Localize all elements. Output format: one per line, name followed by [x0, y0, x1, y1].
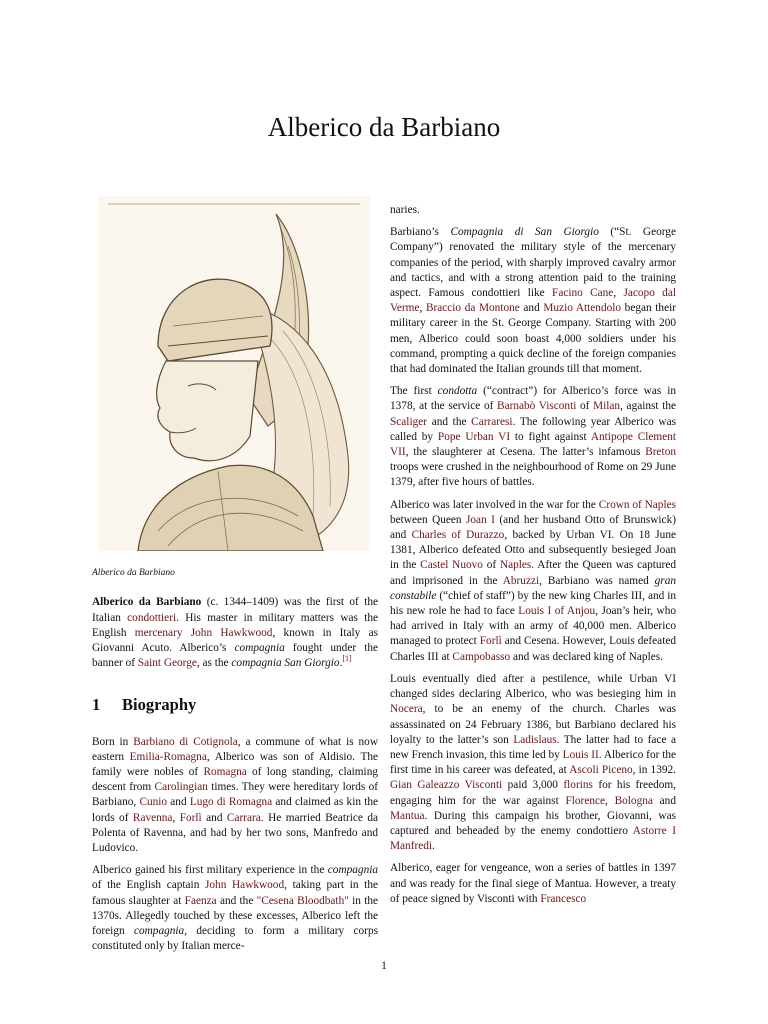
- text-run: , backed by Urban VI. On 18 June 1381, Alberico defeated Otto and subsequently besieged Joan in the: [390, 529, 676, 572]
- text-run: . The latter had to face a new French invasion, this time led by: [390, 733, 676, 761]
- text-run: Barbiano’s: [390, 226, 451, 239]
- wiki-link[interactable]: Ascoli Piceno: [569, 764, 633, 777]
- text-run: , taking part in the famous slaughter at: [92, 879, 378, 907]
- text-run: ,: [613, 287, 624, 300]
- wiki-link[interactable]: Abruzzi: [502, 574, 540, 587]
- text-run: Louis eventually died after a pestilence, while Urban VI changed sides declaring Alberico, who was besieging him in: [390, 672, 676, 701]
- wiki-link[interactable]: condottieri: [127, 611, 177, 624]
- text-run: between Queen: [390, 513, 467, 526]
- text-run: fought under the banner of: [92, 642, 378, 670]
- wiki-link[interactable]: Lugo di Romagna: [189, 796, 273, 809]
- wiki-link[interactable]: florins: [563, 779, 593, 792]
- text-run: and claimed as kin the lords of: [92, 796, 378, 824]
- wiki-link[interactable]: Breton: [645, 446, 676, 459]
- wiki-link[interactable]: Emilia-Romagna: [129, 750, 207, 763]
- wiki-link[interactable]: Naples: [499, 559, 532, 572]
- wiki-link[interactable]: Barbiano di Cotignola: [133, 735, 238, 748]
- wiki-link[interactable]: Facino Cane: [552, 287, 614, 300]
- wiki-link[interactable]: Barnabò Visconti: [497, 400, 577, 413]
- text-run: ,: [605, 794, 615, 807]
- bold-text: Alberico da Barbiano: [92, 596, 202, 609]
- wiki-link[interactable]: Louis I of Anjou: [518, 605, 596, 618]
- wiki-link[interactable]: Gian Galeazzo Visconti: [390, 779, 503, 792]
- text-run: , Alberico was son of Aldisio. The family were nobles of: [92, 750, 379, 779]
- wiki-link[interactable]: John Hawkwood: [190, 626, 273, 639]
- text-run: paid 3,000: [502, 779, 564, 792]
- wiki-link[interactable]: Ravenna: [132, 811, 173, 824]
- section-title: Biography: [122, 695, 197, 715]
- text-run: (and her husband Otto of Brunswick) and: [390, 513, 676, 542]
- wiki-link[interactable]: Faenza: [184, 894, 217, 907]
- text-run: . His master in military matters was the English: [92, 611, 378, 639]
- wiki-link[interactable]: Carolingian: [154, 781, 208, 794]
- wiki-link[interactable]: Campobasso: [452, 650, 511, 663]
- text-run: to fight against: [510, 430, 591, 443]
- text-run: and: [652, 794, 676, 807]
- text-run: (“contract”) for Alberico’s force was in 1378, at the service of: [390, 385, 676, 413]
- wiki-link[interactable]: Antipope Clement VII: [390, 430, 676, 459]
- text-run: (c. 1344–1409) was the first of the Italian: [92, 596, 378, 624]
- wiki-link[interactable]: Romagna: [203, 766, 247, 779]
- wiki-link[interactable]: Crown of Naples: [598, 498, 676, 511]
- text-run: , a commune of what is now eastern: [92, 735, 378, 763]
- text-run: of the English captain: [92, 879, 206, 892]
- biography-left-text: [92, 735, 378, 955]
- italic-text: condotta: [437, 385, 478, 398]
- paragraph: [390, 384, 676, 490]
- text-run: Alberico gained his first military experience in the: [92, 864, 328, 877]
- italic-text: gran constabile: [390, 574, 676, 602]
- text-run: [182, 627, 190, 639]
- text-run: for his freedom, engaging him for the war against: [390, 779, 676, 807]
- text-run: Alberico was later involved in the war for the: [390, 498, 599, 511]
- italic-text: compagnia: [327, 864, 378, 877]
- wiki-link[interactable]: Bologna: [614, 794, 653, 807]
- wiki-link[interactable]: Pope Urban VI: [437, 430, 511, 443]
- text-run: and was declared king of Naples.: [510, 650, 663, 663]
- text-run: of long standing, claiming descent from: [92, 766, 378, 794]
- wiki-link[interactable]: Milan: [593, 400, 621, 413]
- text-run: and the: [427, 415, 472, 428]
- text-run: and: [167, 796, 190, 809]
- paragraph: [92, 863, 378, 954]
- wiki-link[interactable]: Astorre I Manfredi: [390, 824, 676, 853]
- text-run: and the: [216, 894, 257, 907]
- text-run: of: [576, 400, 594, 413]
- text-run: , in 1392.: [632, 764, 676, 777]
- text-run: , the slaughterer at Cesena. The latter’s infamous: [405, 446, 646, 459]
- wiki-link[interactable]: Muzio Attendolo: [543, 302, 622, 315]
- wiki-link[interactable]: Charles of Durazzo: [411, 529, 505, 542]
- text-run: ,: [172, 811, 180, 824]
- wiki-link[interactable]: mercenary: [134, 626, 183, 639]
- text-run: , against the: [620, 400, 677, 413]
- wiki-link[interactable]: Forlì: [479, 635, 502, 648]
- portrait-icon: [98, 196, 370, 551]
- italic-text: compagnia San Giorgio: [231, 657, 340, 670]
- italic-text: Compagnia di San Giorgio: [450, 226, 599, 239]
- paragraph: [390, 498, 676, 665]
- text-run: , Barbiano was named: [539, 574, 655, 587]
- paragraph: [92, 735, 378, 857]
- wiki-link[interactable]: Scaliger: [390, 415, 428, 428]
- wiki-link[interactable]: "Cesena Bloodbath": [256, 894, 349, 907]
- wiki-link[interactable]: Mantua: [390, 809, 425, 822]
- wiki-link[interactable]: [1]: [342, 654, 352, 664]
- wiki-link[interactable]: Saint George: [137, 657, 197, 670]
- intro-paragraph: [92, 595, 378, 671]
- wiki-link[interactable]: Louis II: [562, 748, 599, 761]
- text-run: ,: [419, 302, 426, 315]
- text-run: Born in: [92, 735, 134, 748]
- biography-right-text: [390, 203, 676, 907]
- italic-text: compagnia: [133, 925, 185, 938]
- text-run: , as the: [196, 657, 232, 670]
- italic-text: compagnia: [234, 642, 285, 655]
- section-heading-biography: [92, 695, 378, 715]
- text-run: , deciding to form a military corps constituted only by Italian merce-: [92, 925, 378, 953]
- wiki-link[interactable]: John Hawkwood: [205, 879, 285, 892]
- text-run: Alberico, eager for vengeance, won a series of battles in 1397 and was ready for the final siege of Mantua. However, a treaty of peace signed by Visconti with: [390, 862, 676, 905]
- wiki-link[interactable]: Florence: [565, 794, 606, 807]
- text-run: and: [201, 811, 227, 824]
- text-run: , to be an enemy of the church. Charles was assassinated on 24 February 1386, but Barbiano declared his loyalty to the latter’s son: [390, 703, 676, 746]
- figure-caption: Alberico da Barbiano: [92, 568, 175, 579]
- portrait-figure: [92, 196, 378, 562]
- paragraph: [390, 672, 676, 854]
- text-run: naries.: [390, 204, 420, 216]
- wiki-link[interactable]: Braccio da Montone: [425, 302, 520, 315]
- paragraph: [390, 203, 676, 218]
- text-run: troops were crushed in the neighbourhood of Rome on 29 June 1379, after five hours of battles.: [390, 461, 676, 489]
- text-run: in the 1370s. Allegedly touched by these excesses, Alberico left the foreign: [92, 894, 378, 938]
- wiki-link[interactable]: Jacopo dal Verme: [390, 287, 676, 315]
- wiki-link[interactable]: Castel Nuovo: [420, 559, 483, 572]
- wiki-link[interactable]: Cunio: [139, 796, 168, 809]
- text-run: . During this campaign his brother, Giovanni, was captured and beheaded by the enemy condottiero: [390, 809, 676, 837]
- paragraph: [390, 861, 676, 907]
- text-run: . He married Beatrice da Polenta of Ravenna, and had by her two sons, Manfredo and Ludovico.: [92, 811, 379, 855]
- wiki-link[interactable]: Nocera: [390, 703, 423, 716]
- text-run: .: [432, 840, 435, 853]
- wiki-link[interactable]: Carrara: [226, 811, 261, 824]
- wiki-link[interactable]: Ladislaus: [513, 733, 557, 746]
- page-number: 1: [381, 960, 387, 972]
- wiki-link[interactable]: Forlì: [179, 811, 202, 824]
- text-run: , Joan’s heir, who had arrived in Italy with an army of 40,000 men. Alberico managed to protect: [390, 605, 676, 648]
- left-column: [92, 196, 378, 961]
- text-run: (“St. George Company”) renovated the military style of the mercenary companies of the period, with sharply improved cavalry armor and tactics, and with a strong attention paid to the training aspect. Famous condottieri like: [390, 226, 676, 300]
- section-number: 1: [92, 695, 101, 715]
- right-column: [390, 203, 676, 914]
- wiki-link[interactable]: Joan I: [466, 513, 495, 526]
- text-run: and Cesena. However, Louis defeated Charles III at: [390, 635, 676, 663]
- wiki-link[interactable]: Carraresi: [471, 415, 513, 428]
- text-run: times. They were hereditary lords of Barbiano,: [92, 781, 378, 809]
- text-run: , known in Italy as Giovanni Acuto. Alberico’s: [92, 626, 379, 655]
- text-run: The first: [390, 385, 438, 398]
- text-run: . After the Queen was captured and imprisoned in the: [390, 559, 676, 587]
- text-run: of: [482, 559, 500, 572]
- text-run: .: [339, 657, 343, 670]
- text-run: (“chief of staff”) by the new king Charles III, and in his new role he had to face: [390, 589, 676, 618]
- page-title: Alberico da Barbiano: [267, 112, 501, 142]
- text-run: . Alberico for the first time in his career was defeated, at: [390, 748, 676, 777]
- text-run: and: [519, 302, 544, 315]
- text-run: began their military career in the St. George Company. Starting with 200 men, Alberico could soon boast 4,000 soldiers under his command, prompting a quick decline of the foreign companies that had dominated the Italian grounds till that moment.: [390, 302, 676, 376]
- wiki-link[interactable]: Francesco: [540, 892, 587, 905]
- paragraph: [390, 225, 676, 377]
- text-run: . The following year Alberico was called by: [390, 415, 676, 443]
